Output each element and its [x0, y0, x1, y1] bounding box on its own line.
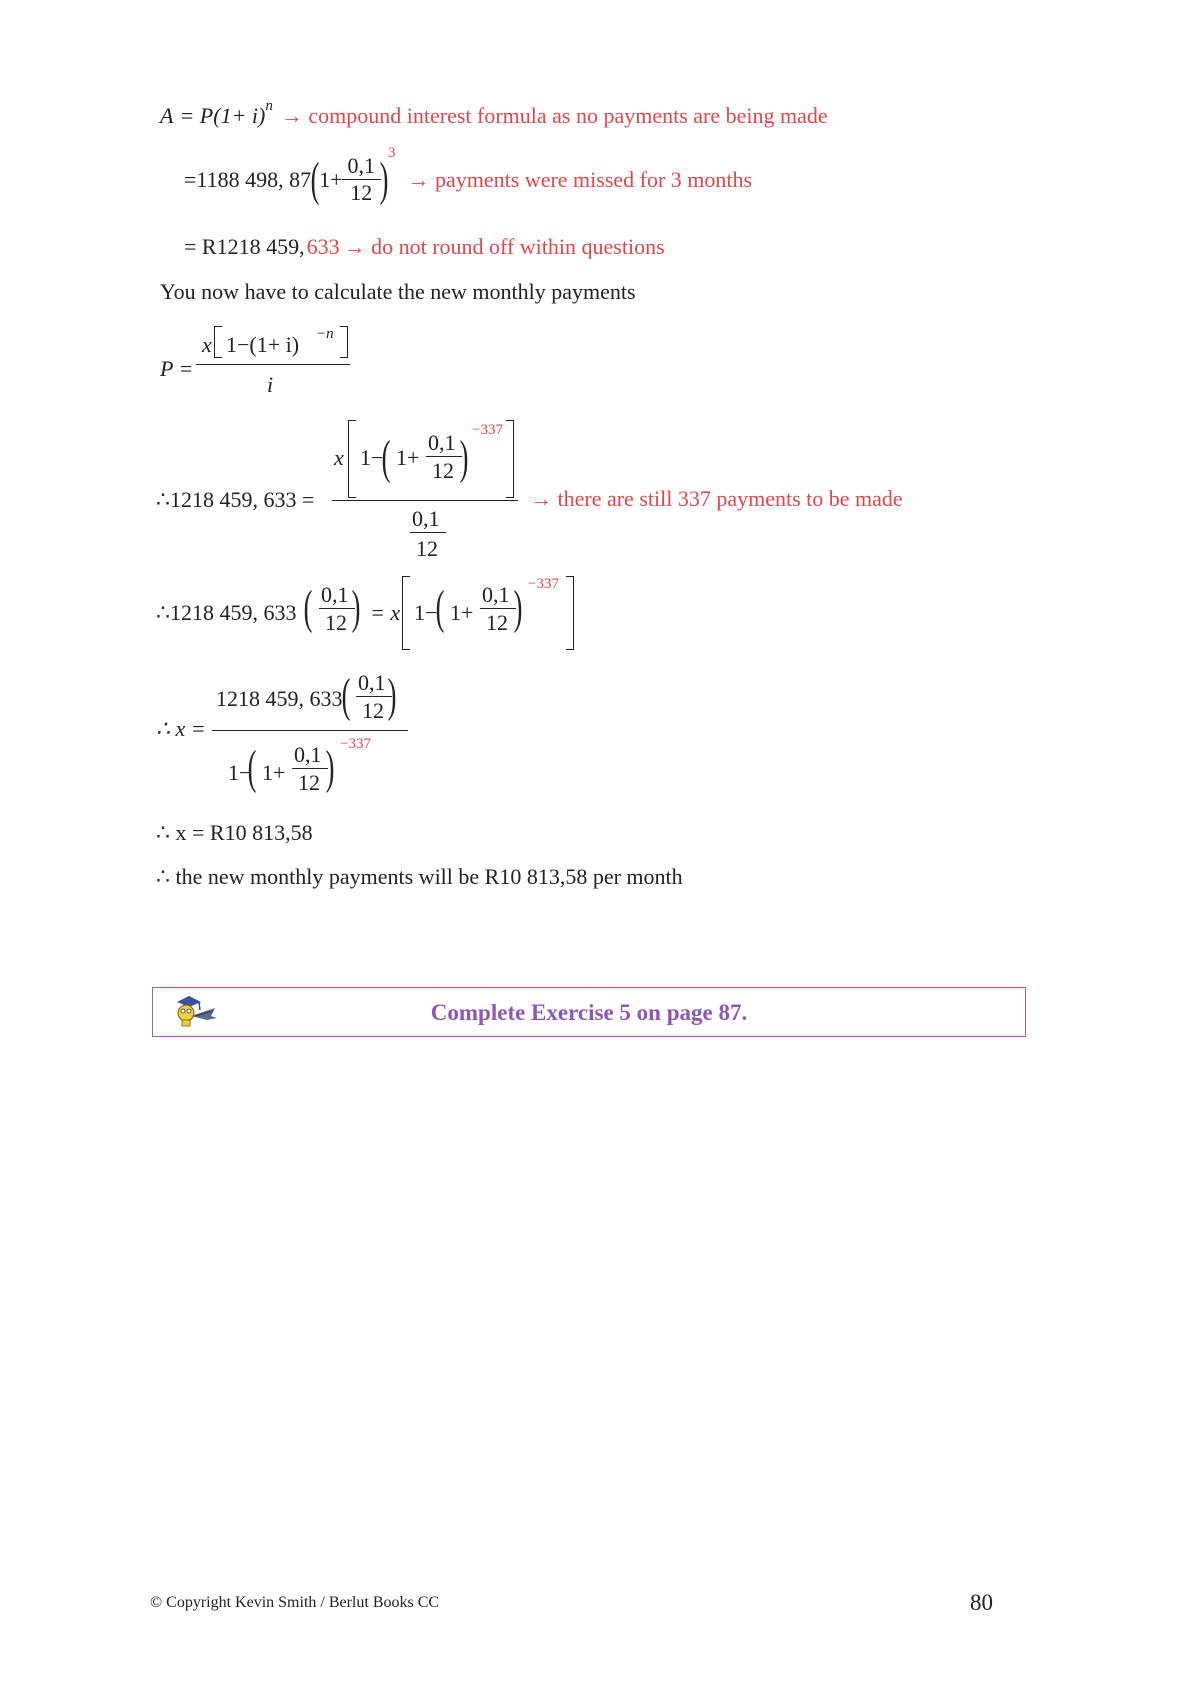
step1-right-bracket — [506, 420, 514, 498]
exponent-3: 3 — [387, 145, 396, 161]
step3-bot-open-paren: ( — [247, 741, 257, 794]
formula-a: A — [160, 103, 174, 128]
formula-base: (1+ i) — [213, 103, 266, 128]
step2-open-paren: ( — [303, 581, 313, 634]
formula-eq-p: = P — [179, 103, 214, 128]
pv-denominator: i — [267, 372, 274, 397]
step1-inner-num: 0,1 — [428, 430, 456, 455]
step3-bot-bar — [292, 768, 328, 769]
fraction-denominator: 12 — [342, 179, 382, 204]
step3-one-plus: 1+ — [262, 760, 286, 785]
new-balance-line — [184, 236, 665, 258]
pv-right-bracket — [340, 326, 348, 358]
step2-left-bracket — [402, 576, 410, 650]
step2-bar — [319, 608, 355, 609]
step3-exponent: −337 — [340, 736, 371, 752]
result-line: ∴ x = R10 813,58 — [156, 820, 313, 845]
step2-den: 12 — [325, 610, 347, 635]
step1-left-bracket — [348, 420, 356, 498]
pv-inner: 1−(1+ i) — [226, 332, 300, 357]
step2-inner-num: 0,1 — [482, 582, 510, 607]
step1-lhs: ∴1218 459, 633 = — [156, 487, 315, 512]
missed-payments-note: → payments were missed for 3 months — [407, 166, 753, 192]
step1-close-paren: ) — [459, 431, 469, 484]
step3-top-close-paren: ) — [387, 669, 397, 722]
pv-lhs: P = — [160, 356, 194, 381]
step1-inner-bar — [426, 456, 462, 457]
step3-fraction-bar — [212, 730, 408, 731]
remaining-payments-note: → there are still 337 payments to be made — [530, 486, 903, 511]
step2-inner-bar — [480, 608, 516, 609]
conclusion-line: ∴ the new monthly payments will be R10 813,58 per month — [156, 864, 683, 889]
step2-one-minus: 1− — [414, 600, 438, 625]
missed-payments-line — [184, 145, 753, 206]
step1-exponent: −337 — [472, 422, 503, 438]
exercise-box — [152, 987, 1026, 1037]
pv-fraction-bar — [196, 364, 350, 365]
one-plus: 1+ — [319, 166, 343, 192]
rate-fraction — [345, 155, 379, 204]
step3-lhs: ∴ x = — [156, 716, 206, 741]
step2-inner-close-paren: ) — [513, 581, 523, 634]
step2-lhs: ∴1218 459, 633 — [156, 600, 297, 625]
step3-one-minus: 1− — [228, 760, 252, 785]
pv-left-bracket — [214, 326, 222, 358]
fraction-numerator: 0,1 — [347, 153, 375, 178]
step3-top-open-paren: ( — [341, 669, 351, 722]
step2-close-paren: ) — [351, 581, 361, 634]
compound-interest-note: → compound interest formula as no payments are being made — [280, 103, 828, 128]
instruction-sentence: You now have to calculate the new monthly payments — [160, 279, 636, 304]
exercise-text: Complete Exercise 5 on page 87. — [430, 1000, 748, 1025]
step2-inner-open-paren: ( — [435, 581, 445, 634]
step3-top-bar — [356, 696, 392, 697]
formula-exponent: n — [265, 97, 273, 114]
step1-outer-bar — [410, 532, 446, 533]
step1-fraction-bar — [332, 500, 518, 501]
step1-equation — [156, 420, 976, 560]
pv-exponent: −n — [316, 326, 334, 342]
rounding-note: → do not round off within questions — [343, 234, 665, 259]
step3-top-den: 12 — [362, 698, 384, 723]
step1-outer-num: 0,1 — [412, 506, 440, 531]
open-paren: ( — [310, 152, 320, 206]
step1-x: x — [334, 445, 344, 470]
copyright-footer: © Copyright Kevin Smith / Berlut Books CC — [150, 1594, 440, 1611]
pv-x: x — [202, 332, 212, 357]
balance-value: =1188 498, 87 — [184, 166, 312, 192]
step1-outer-den: 12 — [416, 536, 438, 561]
step3-top-value: 1218 459, 633 — [216, 686, 343, 711]
step2-eq-x: = x — [370, 600, 401, 625]
step2-inner-den: 12 — [486, 610, 508, 635]
step1-open-paren: ( — [381, 431, 391, 484]
step3-bot-num: 0,1 — [294, 742, 322, 767]
present-value-formula — [160, 322, 420, 402]
step1-inner-den: 12 — [432, 458, 454, 483]
step2-num: 0,1 — [321, 582, 349, 607]
close-paren: ) — [379, 152, 389, 206]
step2-exponent: −337 — [528, 576, 559, 592]
step3-bot-den: 12 — [298, 770, 320, 795]
new-balance-decimals: 633 — [306, 234, 340, 259]
step2-equation — [156, 576, 976, 656]
page-number: 80 — [970, 1590, 993, 1615]
new-balance-value: = R1218 459, — [184, 234, 305, 259]
step3-equation — [156, 668, 656, 808]
step3-bot-close-paren: ) — [325, 741, 335, 794]
step3-top-num: 0,1 — [358, 670, 386, 695]
step2-one-plus: 1+ — [450, 600, 474, 625]
step1-one-minus: 1− — [360, 445, 384, 470]
compound-interest-line — [160, 97, 828, 128]
step2-right-bracket — [566, 576, 574, 650]
step1-one-plus: 1+ — [396, 445, 420, 470]
